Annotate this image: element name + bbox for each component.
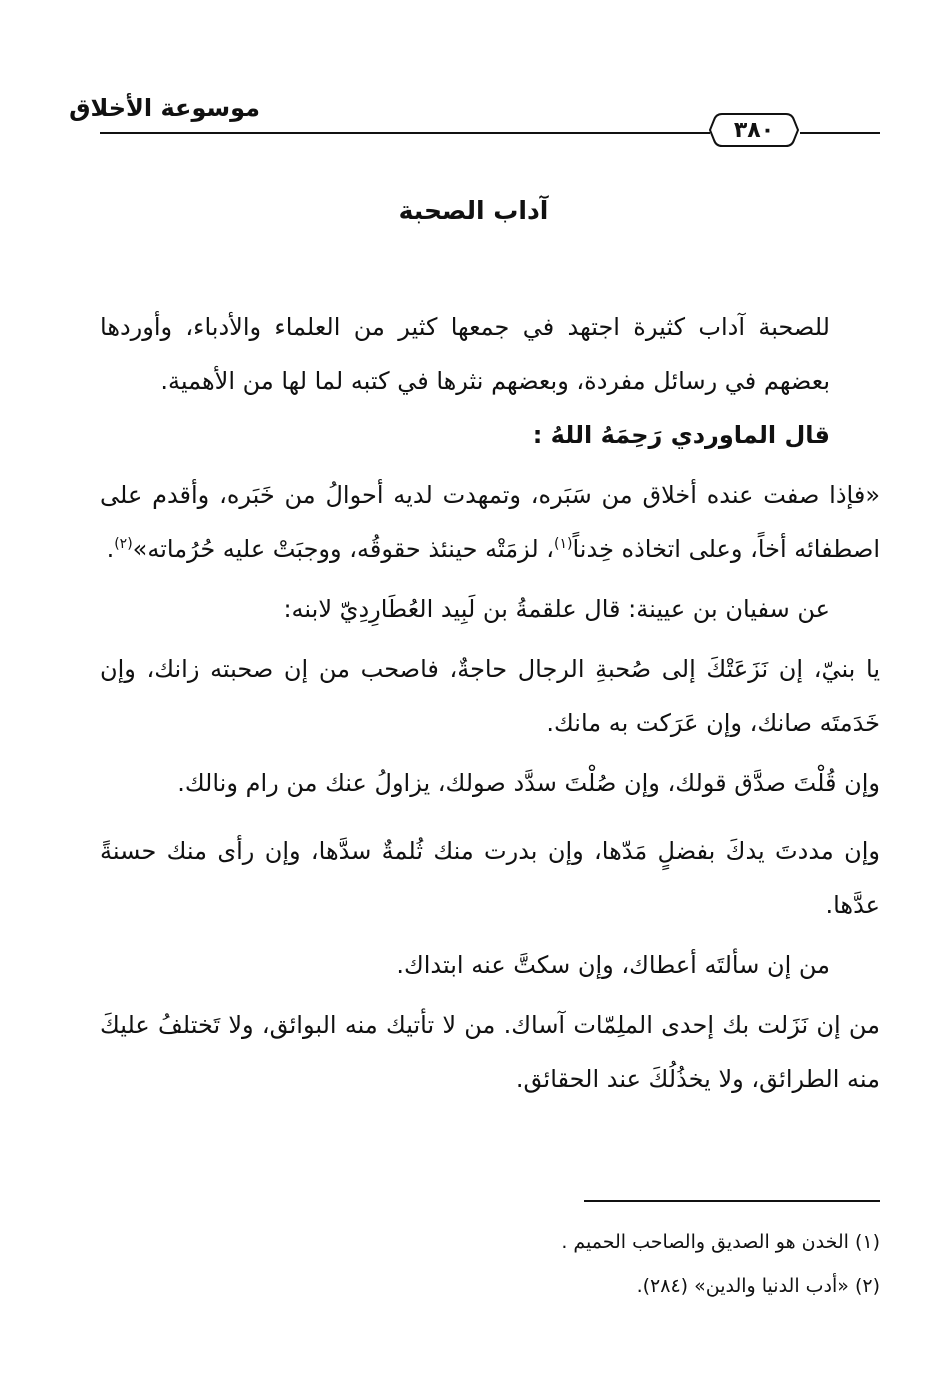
page-number: ٣٨٠: [733, 117, 775, 143]
book-title: موسوعة الأخلاق: [69, 94, 260, 122]
header-rule-left: [100, 132, 710, 134]
footnotes: [100, 1220, 880, 1308]
quote-text-part-1: «فإذا صفت عنده أخلاق من سَبَره، وتمهدت لديه أحوالُ من خَبَره، وأقدم على اصطفائه أخاً، وعلى اتخاذه خِدناً: [100, 481, 880, 563]
quote-text-end: .: [106, 535, 115, 563]
quote-text-part-2: ، لزمَتْه حينئذ حقوقُه، ووجبَتْ عليه حُرُماته»: [132, 535, 555, 563]
paragraph-quote-attribution: قال الماوردي رَحِمَهُ اللهُ :: [532, 421, 830, 449]
paragraph-quote: [100, 468, 880, 576]
page-header: [69, 92, 880, 143]
footnote-1: (١) الخدن هو الصديق والصاحب الحميم .: [561, 1231, 880, 1253]
paragraph-intro: للصحبة آداب كثيرة اجتهد في جمعها كثير من العلماء والأدباء، وأوردها بعضهم في رسائل مفردة، وبعضهم نثرها في كتبه لما لها من الأهمية.: [100, 313, 830, 395]
paragraph-advice-5: من إن نَزَلت بك إحدى الملِمّات آساك. من لا تأتيك منه البوائق، ولا تَختلفُ عليكَ منه الطرائق، ولا يخذُلُكَ عند الحقائق.: [100, 1011, 880, 1093]
footnote-marker-1: (١): [554, 536, 573, 552]
header-rule-right: [800, 132, 880, 134]
footnote-2: (٢) «أدب الدنيا والدين» (٢٨٤).: [636, 1275, 880, 1297]
paragraph-advice-1: يا بنيّ، إن نَزَعَتْكَ إلى صُحبةِ الرجال حاجةٌ، فاصحب من إن صحبته زانك، وإن خَدَمتَه صانك، وإن عَرَكت به مانك.: [100, 655, 880, 737]
page-number-frame: [708, 112, 800, 148]
paragraph-advice-3: وإن مددتَ يدكَ بفضلٍ مَدّها، وإن بدرت منك ثُلمةٌ سدَّها، وإن رأى منك حسنةً عدَّها.: [100, 837, 880, 919]
paragraph-advice-2: وإن قُلْتَ صدَّق قولك، وإن صُلْتَ سدَّد صولك، يزاولُ عنك من رام ونالك.: [177, 769, 880, 797]
paragraph-advice-4: من إن سألتَه أعطاك، وإن سكتَّ عنه ابتداك.: [396, 951, 830, 979]
paragraph-narration: عن سفيان بن عيينة: قال علقمةُ بن لَبِيد العُطَارِدِيّ لابنه:: [283, 595, 830, 623]
main-text: [100, 300, 880, 1106]
section-title: آداب الصحبة: [398, 196, 549, 225]
footnote-separator: [584, 1200, 880, 1202]
footnote-marker-2: (٢): [114, 536, 133, 552]
